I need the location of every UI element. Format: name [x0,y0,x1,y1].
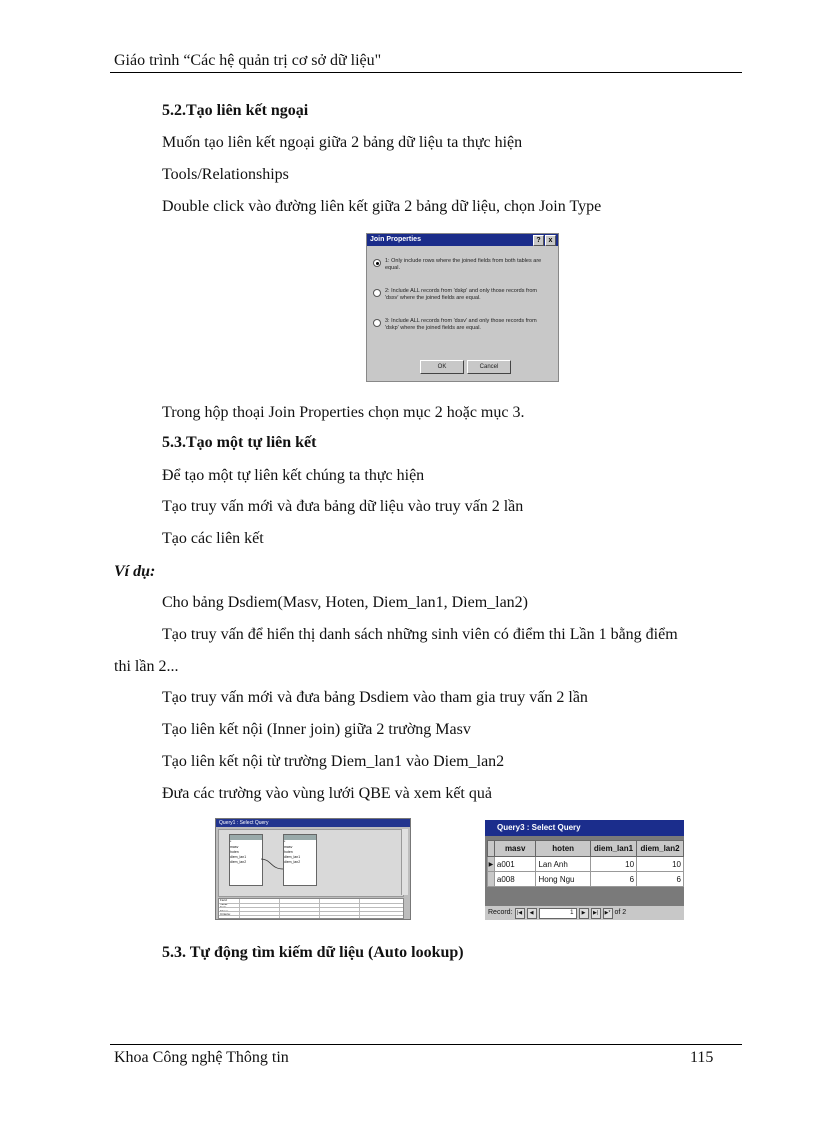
field-item: hoten [284,850,293,854]
table-cell[interactable]: 6 [590,872,636,887]
radio-icon[interactable] [373,319,381,327]
dialog-title: Join Properties [370,236,421,243]
column-header[interactable]: masv [494,841,536,857]
table-cell[interactable]: Hong Ngu [536,872,590,887]
field-item: masv [230,845,239,849]
qbe-grid [218,898,404,919]
record-count: of 2 [614,909,627,916]
radio-selected-icon[interactable] [373,259,381,267]
current-record-icon[interactable]: ▶ [488,857,495,872]
paragraph-line: Đưa các trường vào vùng lưới QBE và xem kết quả [162,785,492,802]
paragraph-line: Double click vào đường liên kết giữa 2 bảng dữ liệu, chọn Join Type [162,198,602,215]
table-pane [218,829,404,897]
dialog-titlebar [367,234,558,246]
last-record-icon[interactable]: ▶| [591,908,601,919]
grid-line [359,899,360,918]
section-5-3-auto-lookup-heading: 5.3. Tự động tìm kiếm dữ liệu (Auto lookup) [162,944,464,961]
help-button[interactable]: ? [533,235,544,246]
first-record-icon[interactable]: |◀ [515,908,525,919]
paragraph-line: Tạo truy vấn mới và đưa bảng Dsdiem vào tham gia truy vấn 2 lần [162,689,588,706]
join-option-1-label: 1: Only include rows where the joined fields from both tables are equal. [385,258,542,271]
paragraph-line: thi lần 2... [114,658,179,675]
table-row[interactable] [488,872,684,887]
paragraph-line: Tạo truy vấn để hiển thị danh sách những sinh viên có điểm thi Lần 1 bằng điểm [162,626,678,643]
field-item: diem_lan2 [230,860,247,864]
join-option-3[interactable] [373,318,548,332]
page-number: 115 [690,1049,714,1066]
record-navigator [485,906,684,920]
qbe-row-label: Field: [220,898,228,902]
footer-rule [110,1044,742,1045]
vertical-scrollbar[interactable] [401,829,408,895]
paragraph-line: Muốn tạo liên kết ngoại giữa 2 bảng dữ liệu ta thực hiện [162,134,523,151]
ok-button[interactable]: OK [420,360,464,374]
row-selector[interactable] [488,872,495,887]
table-cell[interactable]: 6 [637,872,684,887]
field-item: diem_lan2 [284,860,301,864]
radio-icon[interactable] [373,289,381,297]
section-5-2-heading: 5.2.Tạo liên kết ngoại [162,102,309,119]
join-option-1[interactable] [373,258,548,272]
result-datasheet [487,840,684,887]
example-label: Ví dụ: [114,563,156,580]
paragraph-line: Tạo liên kết nội (Inner join) giữa 2 trường Masv [162,721,471,738]
page-header-title: Giáo trình “Các hệ quản trị cơ sở dữ liệu" [114,52,382,69]
qbe-row-label: Show: [220,908,229,913]
table-cell[interactable]: 10 [637,857,684,872]
column-header[interactable]: diem_lan2 [637,841,684,857]
paragraph-line: Tạo các liên kết [162,530,264,547]
paragraph-line: Tạo truy vấn mới và đưa bảng dữ liệu vào truy vấn 2 lần [162,498,524,515]
qbe-row-label: Sort: [220,905,227,910]
field-item: masv [284,845,293,849]
grid-line [239,899,240,918]
field-item: diem_lan1 [230,855,247,859]
qbe-row-label: Criteria: [220,912,231,917]
query-design-title: Query1 : Select Query [216,819,410,827]
column-header[interactable]: hoten [536,841,590,857]
table-cell[interactable]: Lan Anh [536,857,590,872]
paragraph-line: Tạo liên kết nội từ trường Diem_lan1 vào Diem_lan2 [162,753,505,770]
record-label: Record: [488,909,513,916]
field-item: hoten [230,850,239,854]
next-record-icon[interactable]: ▶ [579,908,589,919]
field-item: diem_lan1 [284,855,301,859]
grid-line [319,899,320,918]
field-item: * [230,840,232,844]
paragraph-line: Trong hộp thoại Join Properties chọn mục 2 hoặc mục 3. [162,404,525,421]
header-rule [110,72,742,73]
table-header-row [488,841,684,857]
grid-line [219,903,403,904]
join-option-2-label: 2: Include ALL records from 'dskp' and only those records from 'dssv' where the joined fields are equal. [385,288,537,301]
prev-record-icon[interactable]: ◀ [527,908,537,919]
query-design-screenshot [215,818,411,920]
query-result-title: Query3 : Select Query [485,820,684,836]
table-cell[interactable]: a001 [494,857,536,872]
record-number-input[interactable]: 1 [539,908,577,919]
column-header[interactable]: diem_lan1 [590,841,636,857]
join-properties-dialog [366,233,559,382]
paragraph-line: Cho bảng Dsdiem(Masv, Hoten, Diem_lan1, Diem_lan2) [162,594,529,611]
field-item: * [284,840,286,844]
grid-line [279,899,280,918]
grid-line [219,907,403,908]
row-selector-header [488,841,495,857]
new-record-icon[interactable]: ▶* [603,908,613,919]
table-box [229,834,263,886]
close-button[interactable]: x [545,235,556,246]
paragraph-line: Để tạo một tự liên kết chúng ta thực hiện [162,467,425,484]
join-option-3-label: 3: Include ALL records from 'dssv' and only those records from 'dskp' where the joined fields are equal. [385,318,537,331]
join-line-icon [261,855,283,875]
join-option-2[interactable] [373,288,548,302]
footer-department: Khoa Công nghệ Thông tin [114,1049,289,1066]
cancel-button[interactable]: Cancel [467,360,511,374]
table-cell[interactable]: a008 [494,872,536,887]
table-cell[interactable]: 10 [590,857,636,872]
qbe-row-label: Table: [220,901,229,906]
query-result-screenshot [485,820,684,920]
paragraph-line: Tools/Relationships [162,166,289,183]
table-box [283,834,317,886]
table-row[interactable] [488,857,684,872]
section-5-3-heading: 5.3.Tạo một tự liên kết [162,434,317,451]
